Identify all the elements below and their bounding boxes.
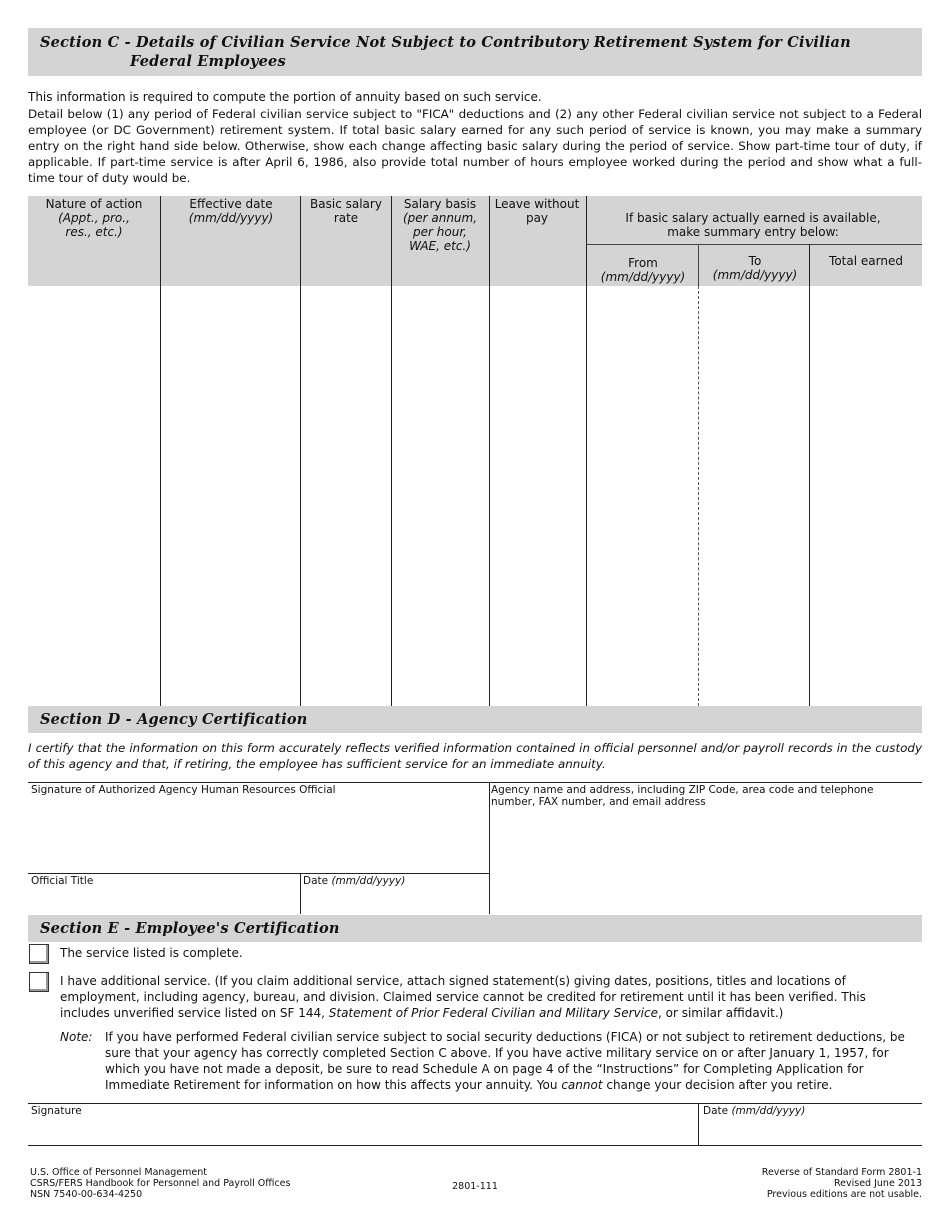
col-line-6 <box>698 244 699 286</box>
section-d-title: Section D - Agency Certification <box>40 711 308 728</box>
col-to-note: (mm/dd/yyyy) <box>712 268 798 282</box>
footer-form-number: 2801-111 <box>452 1181 498 1192</box>
employee-sign-top-line <box>28 1103 922 1104</box>
sf144-title: Statement of Prior Federal Civilian and Military Service <box>328 1006 658 1020</box>
section-c-intro-2: Detail below (1) any period of Federal civilian service subject to "FICA" deductions and (2) any other Federal civilian service not subject to a Federal employee (or DC Government) retirement system. If total basic salary earned for any such period of service is known, you may make a summary entry on the right hand side below. Otherwise, show each change affecting basic salary during the period of service. Show part-time tour of duty, if applicable. If part-time service is after April 6, 1986, also provide total number of hours employee worked during the period and show what a full-time tour of duty would be. <box>28 107 922 185</box>
col-summary-group: If basic salary actually earned is available, make summary entry below: <box>625 211 881 239</box>
section-c-intro-1: This information is required to compute the portion of annuity based on such service. <box>28 90 542 104</box>
official-title-label: Official Title <box>31 875 94 887</box>
table-cell-to[interactable] <box>699 287 809 705</box>
footer-nsn: NSN 7540-00-634-4250 <box>30 1189 143 1200</box>
additional-service-label: I have additional service. (If you claim additional service, attach signed statement(s) giving dates, positions, titles and locations of employment, including agency, bureau, and division. Claimed service cannot be credited for retirement until it has been verified. This includes unverified service listed on SF 144, Statement of Prior Federal Civilian and Military Service, or similar affidavit.) <box>60 974 866 1020</box>
table-cell-basic-salary-rate[interactable] <box>301 287 391 705</box>
section-d-mid-line <box>489 782 490 914</box>
summary-divider <box>587 244 922 245</box>
section-c-header <box>28 28 922 76</box>
section-c-title-line1: Section C - Details of Civilian Service Not Subject to Contributory Retirement System for Civilian <box>40 34 851 51</box>
col-from: From (mm/dd/yyyy) <box>588 256 698 284</box>
note-text: If you have performed Federal civilian service subject to social security deductions (FICA) or not subject to retirement deductions, be sure that your agency has correctly completed Section C above. If you have active military service on or after January 1, 1957, for which you have not made a deposit, be sure to read Schedule A on page 4 of the “Instructions” for Completing Application for Immediate Retirement for information on how this affects your annuity. You cannot change your decision after you retire. <box>105 1030 905 1092</box>
col-leave-without-pay: Leave without pay <box>494 197 580 225</box>
agency-date-label: Date (mm/dd/yyyy) <box>303 875 406 887</box>
employee-date-label: Date (mm/dd/yyyy) <box>703 1105 806 1117</box>
footer-agency: U.S. Office of Personnel Management <box>30 1167 207 1178</box>
col-from-note: (mm/dd/yyyy) <box>600 270 686 284</box>
section-d-header <box>28 706 922 733</box>
footer-revised: Revised June 2013 <box>833 1178 922 1189</box>
note-emphasis: cannot <box>561 1078 603 1092</box>
table-cell-leave-without-pay[interactable] <box>490 287 586 705</box>
agency-date-field[interactable] <box>301 888 488 913</box>
table-cell-effective-date[interactable] <box>161 287 300 705</box>
employee-date-format: (mm/dd/yyyy) <box>731 1105 806 1117</box>
employee-signature-label: Signature <box>31 1105 82 1117</box>
note-label: Note: <box>60 1030 93 1044</box>
col-to: To (mm/dd/yyyy) <box>700 254 810 282</box>
additional-service-checkbox[interactable] <box>29 972 49 992</box>
employee-signature-field[interactable] <box>29 1118 697 1144</box>
agency-address-field[interactable] <box>491 810 921 913</box>
table-cell-nature-of-action[interactable] <box>28 287 160 705</box>
col-basic-salary-rate: Basic salary rate <box>310 197 382 225</box>
section-e-title: Section E - Employee's Certification <box>40 920 340 937</box>
employee-sign-bottom-line <box>28 1145 922 1146</box>
section-c-title-line2: Federal Employees <box>130 53 286 70</box>
footer-handbook: CSRS/FERS Handbook for Personnel and Payroll Offices <box>30 1178 291 1189</box>
section-d-row-line <box>28 873 489 874</box>
col-nature-of-action: Nature of action (Appt., pro., res., etc.) <box>30 197 158 239</box>
hr-signature-label: Signature of Authorized Agency Human Resources Official <box>31 784 336 796</box>
table-cell-salary-basis[interactable] <box>392 287 489 705</box>
col-salary-basis-note: (per annum, per hour, WAE, etc.) <box>402 211 478 253</box>
section-d-certify-text: I certify that the information on this form accurately reflects verified information contained in official personnel and/or payroll records in the custody of this agency and that, if retiring, the employee has sufficient service for an immediate annuity. <box>28 741 922 771</box>
col-effective-date: Effective date (mm/dd/yyyy) <box>162 197 300 225</box>
section-e-header <box>28 915 922 942</box>
hr-signature-field[interactable] <box>29 797 488 872</box>
footer-left <box>30 1167 290 1200</box>
service-complete-label: The service listed is complete. <box>60 946 243 960</box>
col-total-earned: Total earned <box>829 254 903 268</box>
footer-previous-editions: Previous editions are not usable. <box>766 1189 922 1200</box>
footer-right <box>762 1167 922 1200</box>
agency-address-label: Agency name and address, including ZIP Code, area code and telephone number, FAX number, and email address <box>491 784 874 808</box>
table-cell-total-earned[interactable] <box>810 287 922 705</box>
footer-standard-form: Reverse of Standard Form 2801-1 <box>761 1167 922 1178</box>
agency-date-format: (mm/dd/yyyy) <box>331 875 406 887</box>
official-title-field[interactable] <box>29 888 299 913</box>
table-cell-from[interactable] <box>587 287 698 705</box>
col-salary-basis: Salary basis (per annum, per hour, WAE, etc.) <box>392 197 488 253</box>
service-complete-checkbox[interactable] <box>29 944 49 964</box>
col-effective-date-note: (mm/dd/yyyy) <box>188 211 274 225</box>
section-d-top-line <box>28 782 922 783</box>
employee-date-field[interactable] <box>699 1118 921 1144</box>
col-nature-note: (Appt., pro., res., etc.) <box>58 211 130 239</box>
